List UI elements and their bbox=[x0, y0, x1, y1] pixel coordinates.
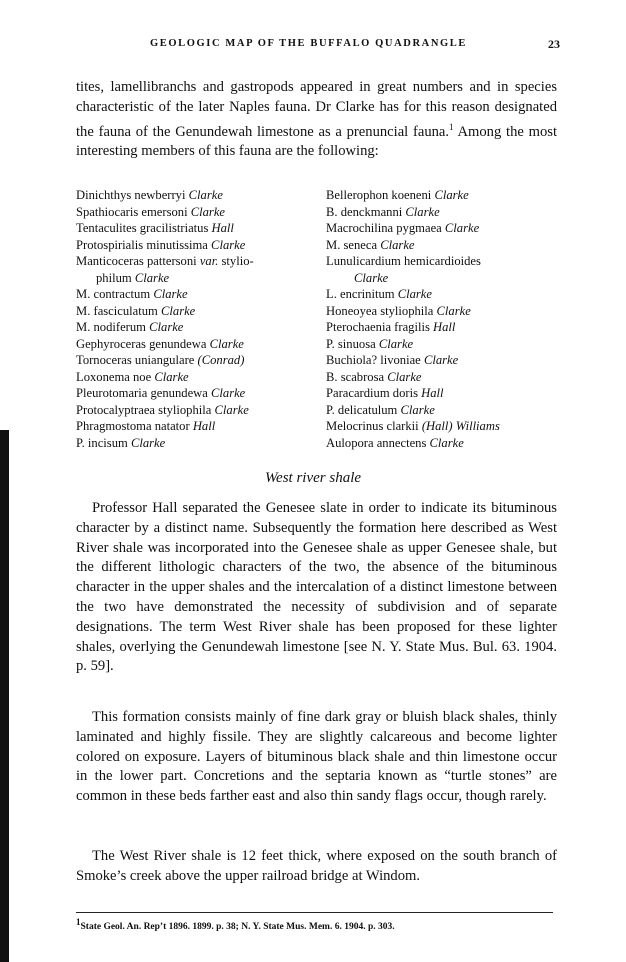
species-name: Paracardium doris bbox=[326, 386, 418, 400]
species-author: Clarke bbox=[354, 270, 389, 285]
species-entry bbox=[76, 418, 300, 435]
species-name: Loxonema noe bbox=[76, 369, 152, 384]
species-entry bbox=[326, 352, 558, 369]
species-author: Clarke bbox=[134, 270, 170, 285]
species-author: Clarke bbox=[211, 237, 246, 252]
species-author: Clarke bbox=[444, 221, 480, 235]
species-entry bbox=[326, 418, 558, 435]
species-name: Spathiocaris emersoni bbox=[76, 204, 188, 219]
species-name: P. sinuosa bbox=[326, 336, 376, 351]
species-entry bbox=[326, 270, 558, 287]
species-name-continued: stylio- bbox=[218, 254, 254, 268]
species-entry bbox=[76, 237, 300, 254]
species-name: Tentaculites gracilistriatus bbox=[76, 221, 209, 235]
species-entry bbox=[326, 336, 558, 353]
paragraph-text: The West River shale is 12 feet thick, where exposed on the south branch of Smoke’s creek above the upper railroad bridge at Windom. bbox=[76, 848, 557, 884]
footnote-reference: 1 bbox=[449, 121, 454, 132]
running-header bbox=[150, 38, 560, 49]
species-author: Clarke bbox=[400, 402, 435, 417]
intro-paragraph bbox=[76, 78, 557, 162]
species-name: P. incisum bbox=[76, 435, 128, 450]
species-name: Tornoceras uniangulare bbox=[76, 353, 195, 367]
species-name: B. scabrosa bbox=[326, 369, 385, 384]
paragraph-text: This formation consists mainly of fine dark gray or bluish black shales, thinly laminated and highly fissile. They are slightly calcareous and become lighter colored on exposure. Layers of bituminous black shale and thin limestone occur in the lower part. Concretions and the septaria known as “turtle stones” are common in these beds farther east and also thin sandy flags occur, though rarely. bbox=[76, 709, 557, 805]
species-list-right bbox=[326, 187, 558, 451]
species-name: M. nodiferum bbox=[76, 320, 146, 334]
species-author: Clarke bbox=[214, 402, 249, 417]
species-author: Clarke bbox=[154, 369, 189, 384]
species-author: Clarke bbox=[161, 303, 196, 318]
species-entry bbox=[76, 220, 300, 237]
species-entry bbox=[76, 385, 300, 402]
body-paragraph bbox=[76, 499, 557, 677]
species-name: Macrochilina pygmaea bbox=[326, 221, 442, 235]
page-number: 23 bbox=[548, 37, 560, 51]
species-name: L. encrinitum bbox=[326, 287, 395, 301]
species-author: Clarke bbox=[423, 353, 459, 367]
species-entry bbox=[76, 352, 300, 369]
species-name: Pterochaenia fragilis bbox=[326, 320, 430, 334]
species-entry bbox=[76, 319, 300, 336]
species-name: Honeoyea styliophila bbox=[326, 303, 434, 318]
species-list-left bbox=[76, 187, 300, 451]
species-entry bbox=[326, 402, 558, 419]
species-author: (Conrad) bbox=[197, 353, 245, 367]
species-name: Lunulicardium hemicardioides bbox=[326, 254, 481, 268]
species-name: P. delicatulum bbox=[326, 402, 398, 417]
species-entry bbox=[326, 435, 558, 452]
species-entry bbox=[326, 369, 558, 386]
species-name: B. denckmanni bbox=[326, 204, 403, 219]
species-entry bbox=[76, 187, 300, 204]
scan-edge-shadow bbox=[0, 430, 9, 962]
species-author: Hall bbox=[433, 320, 456, 334]
species-author: Clarke bbox=[405, 204, 440, 219]
body-paragraph bbox=[76, 847, 557, 887]
species-author: (Hall) Williams bbox=[421, 419, 500, 433]
footnote-rule bbox=[76, 912, 553, 913]
paragraph-text: Professor Hall separated the Genesee slate in order to indicate its bituminous character by a distinct name. Subsequently the formation here described as West River shale was incorporated into the Genesee shale as upper Genesee shale, but the different lithologic characters of the two, the absence of the bituminous character in the upper shales and the intercalation of a distinct limestone between the two have demonstrated the necessity of subdivision and of separate designations. The term West River shale has been proposed for these lighter shales, overlying the Genundewah limestone [see N. Y. State Mus. Bul. 63. 1904. p. 59]. bbox=[76, 500, 557, 675]
species-name: Manticoceras pattersoni bbox=[76, 254, 197, 268]
species-author: Clarke bbox=[387, 369, 422, 384]
species-author: Clarke bbox=[209, 336, 244, 351]
species-name: philum bbox=[96, 270, 132, 285]
species-entry bbox=[76, 204, 300, 221]
species-entry bbox=[76, 286, 300, 303]
species-entry bbox=[326, 286, 558, 303]
species-author: Clarke bbox=[434, 188, 469, 202]
species-name: Dinichthys newberryi bbox=[76, 188, 186, 202]
species-name: M. seneca bbox=[326, 237, 378, 252]
species-name: Pleurotomaria genundewa bbox=[76, 386, 208, 400]
species-author: var. bbox=[199, 254, 219, 268]
species-author: Clarke bbox=[380, 237, 415, 252]
footnote-mark: 1 bbox=[76, 917, 81, 927]
species-entry bbox=[76, 303, 300, 320]
species-entry bbox=[76, 253, 300, 270]
species-author: Clarke bbox=[378, 336, 414, 351]
species-author: Clarke bbox=[436, 303, 471, 318]
species-entry bbox=[76, 336, 300, 353]
footnote-text: State Geol. An. Rep’t 1896. 1899. p. 38; N. Y. State Mus. Mem. 6. 1904. p. 303. bbox=[80, 922, 395, 933]
species-name: Phragmostoma natator bbox=[76, 419, 190, 433]
species-entry bbox=[76, 270, 300, 287]
species-name: M. contractum bbox=[76, 287, 151, 301]
species-name: Protospirialis minutissima bbox=[76, 237, 208, 252]
intro-text: tites, lamellibranchs and gastropods appeared in great numbers and in species characteristic of the later Naples fauna. Dr Clarke has for this reason designated the fauna of the Genundewah limestone as a prenuncial fauna. bbox=[76, 79, 557, 140]
species-entry bbox=[76, 402, 300, 419]
species-author: Hall bbox=[421, 386, 444, 400]
species-entry bbox=[326, 385, 558, 402]
running-title: GEOLOGIC MAP OF THE BUFFALO QUADRANGLE bbox=[150, 38, 467, 49]
species-name: Bellerophon koeneni bbox=[326, 188, 432, 202]
species-entry bbox=[326, 204, 558, 221]
species-name: Aulopora annectens bbox=[326, 435, 427, 450]
species-name: M. fasciculatum bbox=[76, 303, 158, 318]
species-entry bbox=[326, 187, 558, 204]
species-author: Clarke bbox=[429, 435, 464, 450]
species-author: Hall bbox=[192, 419, 216, 433]
footnote bbox=[76, 917, 395, 932]
species-author: Clarke bbox=[130, 435, 166, 450]
species-author: Clarke bbox=[153, 287, 188, 301]
species-author: Clarke bbox=[149, 320, 184, 334]
body-paragraph bbox=[76, 708, 557, 807]
species-entry bbox=[326, 237, 558, 254]
species-name: Gephyroceras genundewa bbox=[76, 336, 207, 351]
species-author: Clarke bbox=[188, 188, 223, 202]
species-author: Clarke bbox=[211, 386, 246, 400]
species-entry bbox=[326, 220, 558, 237]
intro-text-continued: Among the most interesting members of this fauna are the following: bbox=[76, 123, 557, 160]
species-entry bbox=[76, 435, 300, 452]
species-entry bbox=[326, 319, 558, 336]
species-name: Melocrinus clarkii bbox=[326, 419, 419, 433]
species-name: Protocalyptraea styliophila bbox=[76, 402, 212, 417]
species-entry bbox=[326, 253, 558, 270]
species-entry bbox=[76, 369, 300, 386]
species-author: Clarke bbox=[397, 287, 432, 301]
species-author: Hall bbox=[211, 221, 234, 235]
species-author: Clarke bbox=[190, 204, 226, 219]
species-name: Buchiola? livoniae bbox=[326, 353, 421, 367]
species-entry bbox=[326, 303, 558, 320]
section-heading: West river shale bbox=[264, 470, 362, 486]
